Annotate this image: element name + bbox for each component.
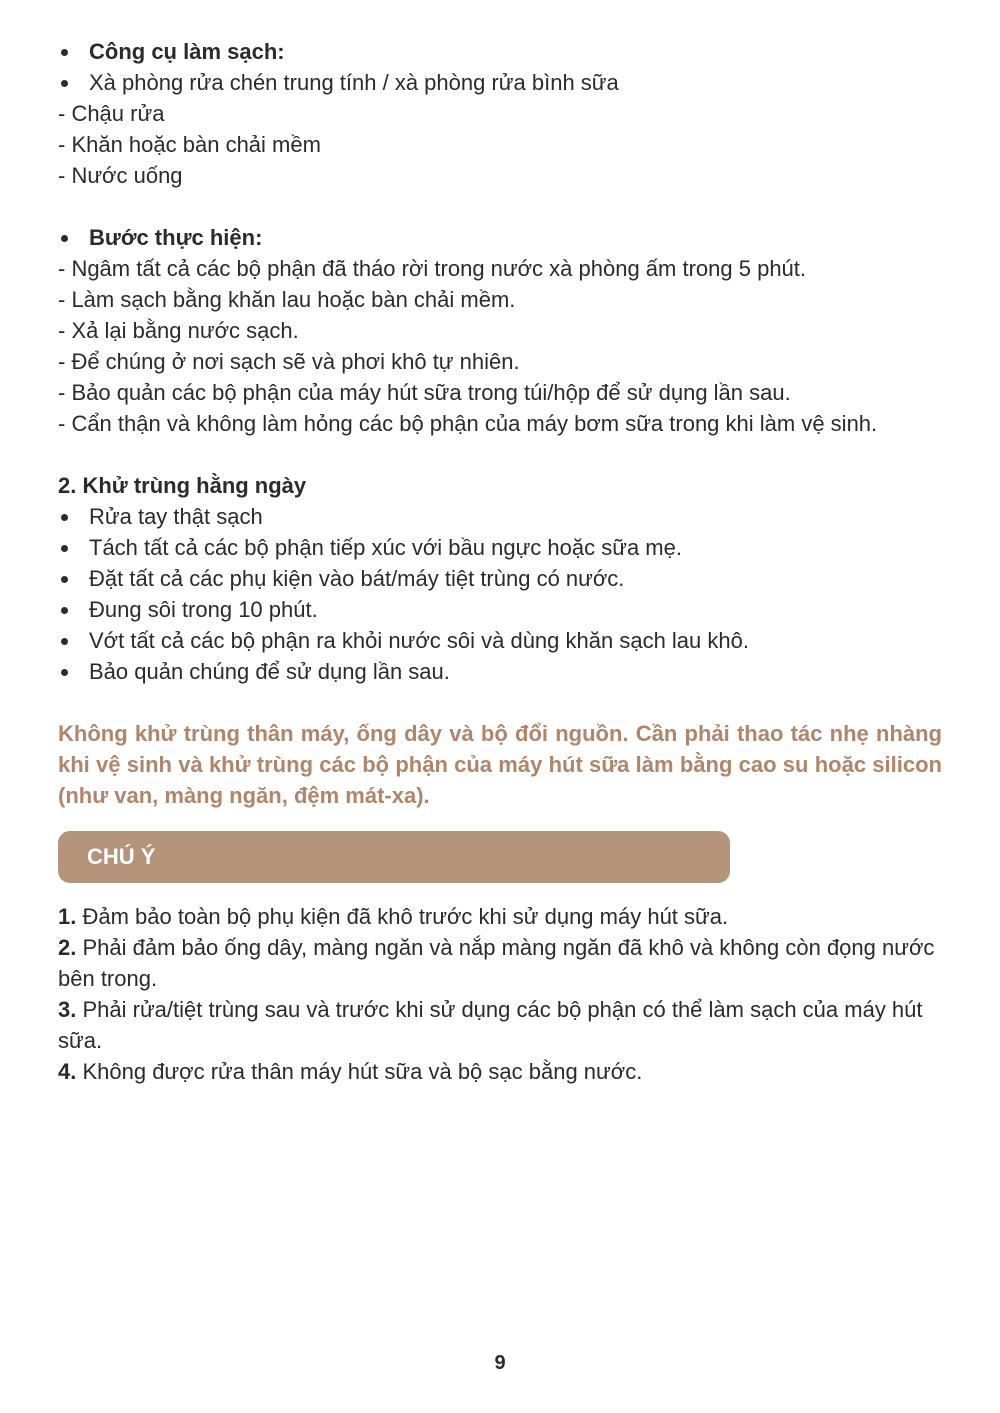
step-item: - Bảo quản các bộ phận của máy hút sữa trong túi/hộp để sử dụng lần sau. <box>58 380 791 405</box>
tools-item: - Khăn hoặc bàn chải mềm <box>58 132 321 157</box>
note-text: Phải rửa/tiệt trùng sau và trước khi sử dụng các bộ phận có thể làm sạch của máy hút sữa. <box>58 997 923 1053</box>
step-item: - Xả lại bằng nước sạch. <box>58 318 299 343</box>
page-content <box>58 36 942 1087</box>
note-text: Đảm bảo toàn bộ phụ kiện đã khô trước khi sử dụng máy hút sữa. <box>76 904 729 929</box>
note-header <box>58 831 730 883</box>
note-number: 4. <box>58 1059 77 1084</box>
step-item: - Để chúng ở nơi sạch sẽ và phơi khô tự nhiên. <box>58 349 520 374</box>
tools-item: - Nước uống <box>58 163 183 188</box>
step-item: - Làm sạch bằng khăn lau hoặc bàn chải mềm. <box>58 287 516 312</box>
tools-item: - Chậu rửa <box>58 101 165 126</box>
page-number: 9 <box>494 1352 506 1374</box>
sterilize-item: Rửa tay thật sạch <box>58 501 942 532</box>
step-item: - Ngâm tất cả các bộ phận đã tháo rời trong nước xà phòng ấm trong 5 phút. <box>58 256 807 281</box>
tools-bullet: Xà phòng rửa chén trung tính / xà phòng rửa bình sữa <box>58 67 942 98</box>
sterilize-item: Đặt tất cả các phụ kiện vào bát/máy tiệt trùng có nước. <box>58 563 942 594</box>
sterilize-item: Bảo quản chúng để sử dụng lần sau. <box>58 656 942 687</box>
note-text: Không được rửa thân máy hút sữa và bộ sạc bằng nước. <box>76 1059 643 1084</box>
note-text: Phải đảm bảo ống dây, màng ngăn và nắp màng ngăn đã khô và không còn đọng nước bên trong. <box>58 935 935 991</box>
sterilize-item: Tách tất cả các bộ phận tiếp xúc với bầu ngực hoặc sữa mẹ. <box>58 532 942 563</box>
section-2-title: 2. Khử trùng hằng ngày <box>58 473 307 498</box>
note-item <box>58 901 942 932</box>
note-item <box>58 932 942 994</box>
warning-paragraph: Không khử trùng thân máy, ống dây và bộ đổi nguồn. Cần phải thao tác nhẹ nhàng khi vệ sinh và khử trùng các bộ phận của máy hút sữa làm bằng cao su hoặc silicon (như van, màng ngăn, đệm mát-xa). <box>58 721 942 808</box>
sterilize-item: Vớt tất cả các bộ phận ra khỏi nước sôi và dùng khăn sạch lau khô. <box>58 625 942 656</box>
tools-heading: Công cụ làm sạch: <box>58 36 942 67</box>
note-item <box>58 994 942 1056</box>
note-number: 2. <box>58 935 77 960</box>
steps-heading: Bước thực hiện: <box>58 222 942 253</box>
step-item: - Cẩn thận và không làm hỏng các bộ phận của máy bơm sữa trong khi làm vệ sinh. <box>58 411 878 436</box>
note-number: 1. <box>58 904 77 929</box>
note-number: 3. <box>58 997 77 1022</box>
note-list <box>58 901 942 1087</box>
note-item <box>58 1056 942 1087</box>
note-title: CHÚ Ý <box>87 844 156 869</box>
sterilize-item: Đung sôi trong 10 phút. <box>58 594 942 625</box>
